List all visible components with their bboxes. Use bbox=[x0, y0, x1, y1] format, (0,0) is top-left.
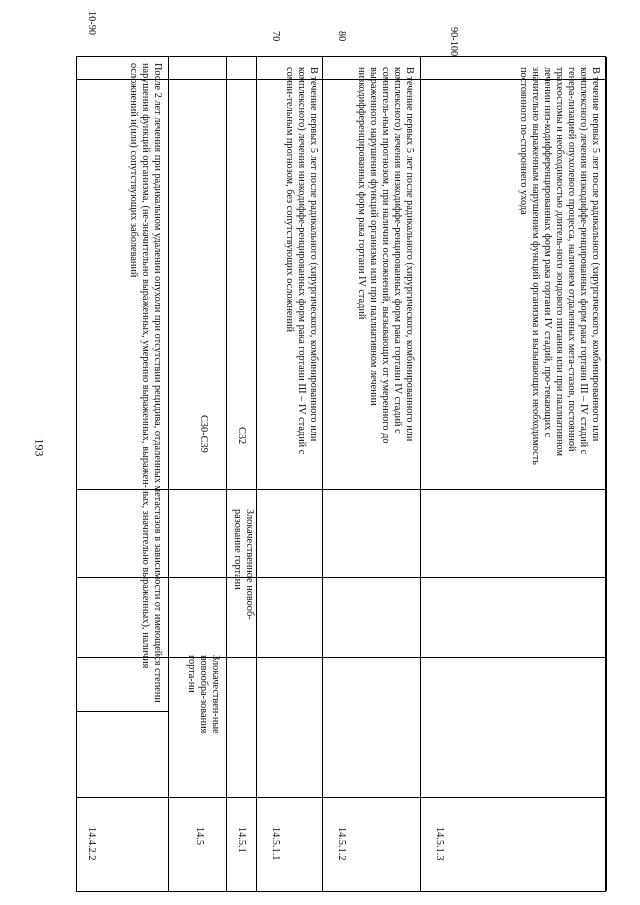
subgroup-cell: Злокачественное новооб-разование гортани bbox=[232, 509, 255, 620]
code-cell: 14.4.2.2 bbox=[86, 827, 97, 861]
icd-cell: С30-С39 bbox=[198, 415, 209, 453]
table-row bbox=[323, 31, 421, 891]
group-cell: Злокачествен-ные новообра-зования горта-ни bbox=[186, 655, 221, 734]
criteria-cell: После 2 лет лечения при радикальном удалении опухоли при отсутствии рецидива, отдаленных метастазов в зависимости от имеющейся степени нарушения функций организма, (не-значительно выраженных, умеренно выраженных, выражен-ных, значительно выраженных), наличия осложнений и(или) сопутствующих заболеваний bbox=[128, 63, 163, 703]
table-row bbox=[77, 11, 169, 891]
table-row bbox=[169, 57, 227, 891]
code-cell: 14.5.1.3 bbox=[434, 827, 445, 861]
criteria-cell: В течение первых 5 лет после радикального (хирургического, комбинированного или комплексного) лечения низкодиффе-ренцированных форм рака гортани III – IV стадий с генера-лизацией опухолевого процесса, наличием отдаленных мета-стазов, постоянной трахеостомы и необходимостью длитель-ного зондового питания или при паллиативном лечении низ-кодифференцированных форм рака гортани IV стадий, про-текающих с значительно выраженным нарушением функций организма и вызывающих необходимость постоянного по-стороннего ухода bbox=[518, 67, 601, 465]
code-cell: 14.5.1.1 bbox=[270, 827, 281, 861]
percent-cell: 70 bbox=[270, 31, 281, 42]
table-row bbox=[257, 31, 323, 891]
code-cell: 14.5.1.2 bbox=[336, 827, 347, 861]
percent-cell: 10-90 bbox=[86, 11, 97, 36]
table-row bbox=[227, 57, 257, 891]
icd-cell: С32 bbox=[236, 427, 247, 445]
code-cell: 14.5 bbox=[194, 827, 205, 846]
percent-cell: 80 bbox=[336, 31, 347, 42]
percent-cell: 90-100 bbox=[448, 27, 459, 57]
criteria-cell: В течение первых 5 лет после радикального (хирургического, комбинированного или комплексного) лечения низкодиффе-ренцированных форм рака гортани IV стадий с сомнитель-ным прогнозом, при наличии осложнений, вызывающих от умеренного до выраженного нарушения функций организма или при паллиативном лечении низкодифференцированных форм рака гортани IV стадий bbox=[356, 67, 415, 444]
code-cell: 14.5.1 bbox=[236, 827, 247, 853]
page-number: 193 bbox=[32, 438, 47, 457]
criteria-cell: В течение первых 5 лет после радикального (хирургического, комбинированного или комплексного) лечения низкодиффе-ренцированных форм рака гортани III – IV стадий с сомни-тельным прогнозом, без сопутствующих осложнений bbox=[284, 67, 319, 455]
table-row bbox=[421, 27, 607, 891]
classification-table bbox=[76, 11, 606, 892]
